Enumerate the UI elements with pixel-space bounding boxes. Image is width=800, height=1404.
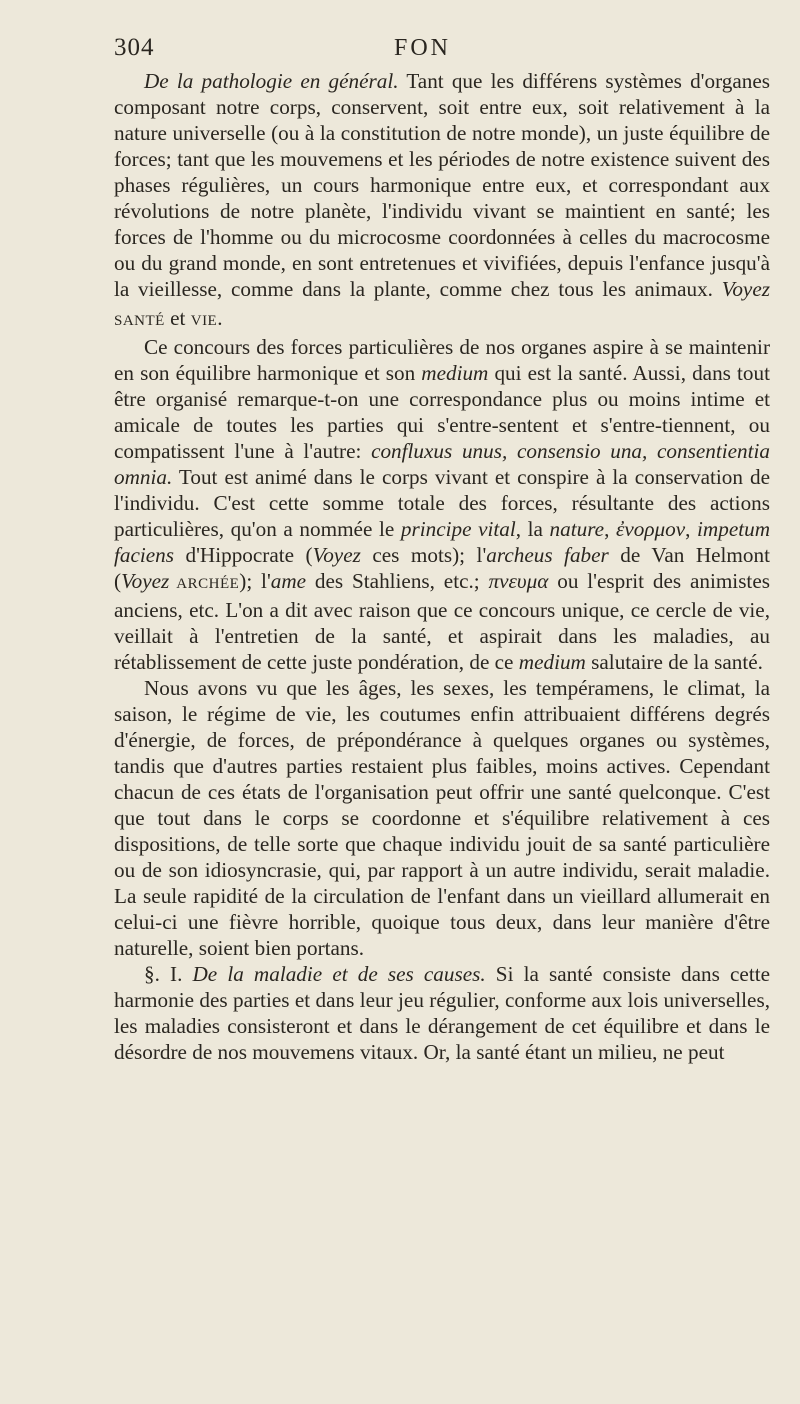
section-title-pathologie: De la pathologie en général. [144,69,399,93]
term-medium: medium [421,361,489,385]
cross-ref-archee: ARCHÉE [169,576,240,592]
text-run: et [164,306,191,330]
text-run: Ce concours des forces particulières de nos organes aspire à se maintenir en son équilibre harmonique et son [114,335,770,385]
term-medium: medium [518,650,586,674]
term-ame: ame [270,569,307,593]
paragraph-maladie [114,961,770,1065]
paragraph-ages: Nous avons vu que les âges, les sexes, les tempéramens, le climat, la saison, le régime de vie, les coutumes enfin attribuaient différens degrés d'énergie, de forces, de prépondérance à quelques organes ou systèmes, tandis que d'autres parties restaient plus faibles, moins actives. Cependant chacun de ces états de l'organisation peut offrir une santé quelconque. C'est que tout dans le corps se coordonne et s'équilibre relativement à ces dispositions, de telle sorte que chaque individu jouit de sa santé particulière ou de son idiosyncrasie, qui, par rapport à un autre individu, serait maladie. La seule rapidité de la circulation de l'enfant dans un vieillard allumerait en celui-ci une fièvre horrible, quoique tous deux, dans leur manière d'être naturelle, soient bien portans. [114,676,770,960]
page-header [114,34,770,68]
text-run: , la [515,517,550,541]
text-run: , [604,517,616,541]
paragraph-pathologie [114,68,770,334]
term-nature: nature [549,517,605,541]
page-number: 304 [114,34,155,61]
section-number: §. I. [144,962,193,986]
section-title-maladie: De la maladie et de ses causes. [192,962,486,986]
term-principe-vital: principe vital [400,517,516,541]
greek-term: ἐνορμον [615,517,686,541]
voyez-ref: Voyez [721,277,770,301]
paragraph-concours [114,334,770,675]
text-run: qui est la santé. Aussi, dans tout être organisé remarque-t-on une correspondance plus ou moins intime et amicale de toutes les parties qui s'entre-sentent et s'entre-tiennent, ou compatissent l'une à l'autre: [114,361,770,463]
text-run: Tant que les différens systèmes d'organes composant notre corps, conservent, soit entre eux, soit relativement à la nature universelle (ou à la constitution de notre monde), un juste équilibre de forces; tant que les mouvemens et les périodes de notre existence suivent des phases régulières, un cours harmonique entre eux, et correspondant aux révolutions de notre planète, l'individu vivant se maintient en santé; les forces de l'homme ou du microcosme coordonnées à celles du macrocosme ou du grand monde, en sont entretenues et vivifiées, depuis l'enfance jusqu'à la vieillesse, comme dans la plante, comme chez tous les animaux. [114,69,770,301]
voyez-ref: Voyez [312,543,361,567]
text-run: ou l'esprit des animistes anciens, etc. L'on a dit avec raison que ce concours unique, ce cercle de vie, veillait à l'entretien de la santé, et aspirait dans les maladies, au rétablissement de cette juste pondération, de ce [114,569,770,674]
voyez-ref: Voyez [121,569,170,593]
text-run: Si la santé consiste dans cette harmonie des parties et dans leur jeu régulier, conforme aux lois universelles, les maladies consisteront et dans le dérangement de cet équilibre et dans le désordre de nos mouvemens vitaux. Or, la santé étant un milieu, ne peut [114,962,770,1064]
text-run: . [217,306,223,330]
text-run: Tout est animé dans le corps vivant et conspire à la conservation de l'individu. C'est cette somme totale des forces, résultante des actions particulières, qu'on a nommée le [114,465,770,541]
term-impetum: impetum faciens [114,517,771,567]
text-run: de Van Helmont ( [114,543,770,593]
cross-ref-sante: SANTÉ [114,313,165,329]
cross-ref-vie: VIE [190,313,218,329]
body-text [114,68,770,1065]
text-run: des Stahliens, etc.; [306,569,489,593]
text-run: salutaire de la santé. [585,650,763,674]
latin-quote: confluxus unus, consensio una, consentientia omnia. [114,439,770,489]
text-run: ces mots); l' [360,543,487,567]
greek-term: πνευμα [488,569,549,593]
text-run: ); l' [239,569,271,593]
term-archeus: archeus faber [486,543,609,567]
text-run: , [685,517,698,541]
text-run: d'Hippocrate ( [174,543,313,567]
running-head: FON [394,35,452,61]
